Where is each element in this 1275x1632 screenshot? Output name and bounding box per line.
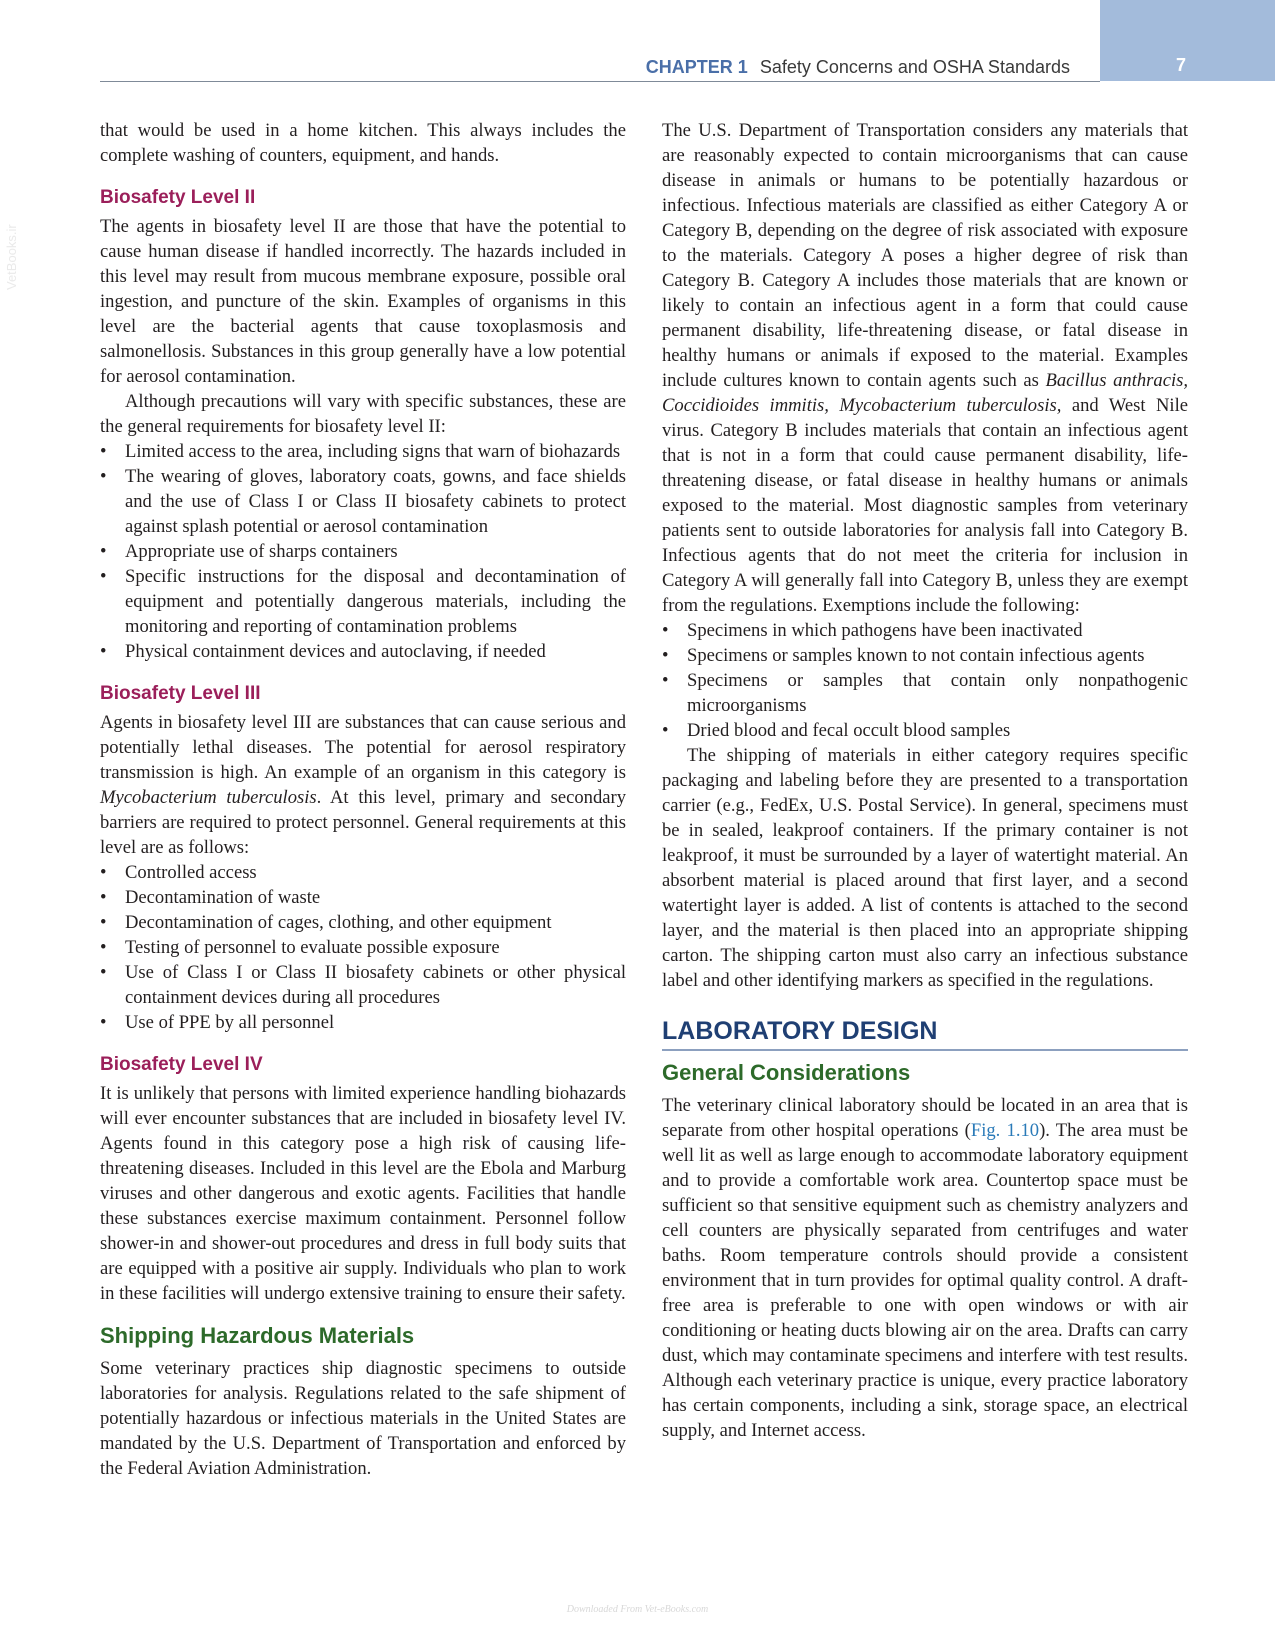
- bsl3-text-b: . At this level, primary and secondary barriers are required to protect personnel. General requirements at this level are as follows:: [100, 787, 626, 858]
- page-number-tab: [1100, 0, 1275, 81]
- right-column: [662, 118, 1188, 1443]
- bsl3-text-a: Agents in biosafety level III are substances that can cause serious and potentially lethal diseases. The potential for aerosol respiratory transmission is high. An example of an organism in this category is: [100, 712, 626, 783]
- list-item: • Appropriate use of sharps containers: [100, 539, 626, 564]
- list-item: • The wearing of gloves, laboratory coats, gowns, and face shields and the use of Class I or Class II biosafety cabinets to protect against splash potential or aerosol contamination: [100, 464, 626, 539]
- chapter-label: CHAPTER 1: [645, 57, 748, 77]
- dot-text-b: and West Nile virus. Category B includes materials that contain an infectious agent that is not in a form that could cause permanent disability, life-threatening disease, or fatal disease in healthy humans or animals exposed to the material. Most diagnostic samples from veterinary patients sent to outside laboratories for analysis fall into Category B. Infectious agents that do not meet the criteria for inclusion in Category A will generally fall into Category B, unless they are exempt from the regulations. Exemptions include the following:: [662, 395, 1188, 616]
- list-item: • Specimens in which pathogens have been inactivated: [662, 618, 1188, 643]
- bsl2-paragraph-1: The agents in biosafety level II are those that have the potential to cause human disease if handled incorrectly. The hazards included in this level may result from mucous membrane exposure, possible oral ingestion, and puncture of the skin. Examples of organisms in this level are the bacterial agents that cause toxoplasmosis and salmonellosis. Substances in this group generally have a low potential for aerosol contamination.: [100, 216, 626, 387]
- list-item: • Physical containment devices and autoclaving, if needed: [100, 639, 626, 664]
- list-item: • Dried blood and fecal occult blood samples: [662, 718, 1188, 743]
- organism-names: Bacillus anthracis, Coccidioides immitis, Mycobacterium tuberculosis,: [662, 370, 1188, 416]
- laboratory-design-heading: LABORATORY DESIGN: [662, 1015, 1188, 1051]
- list-item: • Decontamination of cages, clothing, and other equipment: [100, 910, 626, 935]
- exemptions-list: [662, 618, 1188, 743]
- dot-text-a: The U.S. Department of Transportation considers any materials that are reasonably expected to contain microorganisms that can cause disease in animals or humans to be potentially hazardous or infectious. Infectious materials are classified as either Category A or Category B, depending on the degree of risk associated with exposure to the materials. Category A poses a higher degree of risk than Category B. Category A includes those materials that are known or likely to contain an infectious agent in a form that could cause permanent disability, life-threatening disease, or fatal disease in healthy humans or animals if exposed to the material. Examples include cultures known to contain agents such as: [662, 120, 1188, 391]
- list-item: • Specimens or samples known to not contain infectious agents: [662, 643, 1188, 668]
- lab-text-a: The veterinary clinical laboratory should be located in an area that is separate from other hospital operations (: [662, 1095, 1188, 1141]
- list-item: • Use of Class I or Class II biosafety cabinets or other physical containment devices during all procedures: [100, 960, 626, 1010]
- left-column: [100, 118, 626, 1481]
- intro-paragraph: that would be used in a home kitchen. This always includes the complete washing of counters, equipment, and hands.: [100, 120, 626, 166]
- header-rule: [100, 81, 1100, 82]
- organism-name: Mycobacterium tuberculosis: [100, 787, 317, 808]
- lab-design-paragraph: [662, 1093, 1188, 1443]
- packaging-paragraph: The shipping of materials in either category requires specific packaging and labeling before they are presented to a transportation carrier (e.g., FedEx, U.S. Postal Service). In general, specimens must be in sealed, leakproof containers. If the primary container is not leakproof, it must be surrounded by a layer of watertight material. An absorbent material is placed around that first layer, and a second watertight layer is added. A list of contents is attached to the second layer, and the material is then placed into an appropriate shipping carton. The shipping carton must also carry an infectious substance label and other identifying markers as specified in the regulations.: [662, 745, 1188, 991]
- lab-text-b: ). The area must be well lit as well as large enough to accommodate laboratory equipment and to provide a comfortable work area. Countertop space must be sufficient so that sensitive equipment such as chemistry analyzers and cell counters are physically separated from centrifuges and water baths. Room temperature controls should provide a consistent environment that in turn provides for optimal quality control. A draft-free area is preferable to one with open windows or with air conditioning or heating ducts blowing air on the area. Drafts can carry dust, which may contaminate specimens and interfere with test results. Although each veterinary practice is unique, every practice laboratory has certain components, including a sink, storage space, an electrical supply, and Internet access.: [662, 1120, 1189, 1441]
- general-considerations-heading: General Considerations: [662, 1060, 911, 1085]
- shipping-paragraph: Some veterinary practices ship diagnostic specimens to outside laboratories for analysis. Regulations related to the safe shipment of potentially hazardous or infectious materials in the United States are mandated by the U.S. Department of Transportation and enforced by the Federal Aviation Administration.: [100, 1358, 626, 1479]
- list-item: • Specimens or samples that contain only nonpathogenic microorganisms: [662, 668, 1188, 718]
- page-number: 7: [1176, 55, 1187, 75]
- chapter-title: Safety Concerns and OSHA Standards: [759, 57, 1070, 77]
- bsl3-paragraph: [100, 710, 626, 860]
- bsl2-requirements-list: [100, 439, 626, 664]
- list-item: • Limited access to the area, including signs that warn of biohazards: [100, 439, 626, 464]
- list-item: • Use of PPE by all personnel: [100, 1010, 626, 1035]
- list-item: • Specific instructions for the disposal and decontamination of equipment and potentially dangerous materials, including the monitoring and reporting of contamination problems: [100, 564, 626, 639]
- bsl3-heading: Biosafety Level III: [100, 683, 261, 704]
- bsl3-requirements-list: [100, 860, 626, 1035]
- bsl2-heading: Biosafety Level II: [100, 187, 256, 208]
- shipping-heading: Shipping Hazardous Materials: [100, 1323, 415, 1348]
- bsl2-paragraph-2: Although precautions will vary with specific substances, these are the general requirements for biosafety level II:: [100, 391, 626, 437]
- list-item: • Testing of personnel to evaluate possible exposure: [100, 935, 626, 960]
- list-item: • Decontamination of waste: [100, 885, 626, 910]
- list-item: • Controlled access: [100, 860, 626, 885]
- figure-reference-link[interactable]: Fig. 1.10: [970, 1120, 1040, 1141]
- download-footer: Downloaded From Vet-eBooks.com: [566, 1604, 709, 1615]
- side-watermark: VetBooks.ir: [4, 224, 19, 290]
- running-header: [646, 57, 1070, 78]
- dot-paragraph: [662, 118, 1188, 618]
- bsl4-heading: Biosafety Level IV: [100, 1054, 263, 1075]
- bsl4-paragraph: It is unlikely that persons with limited experience handling biohazards will ever encounter substances that are included in biosafety level IV. Agents found in this category pose a high risk of causing life-threatening diseases. Included in this level are the Ebola and Marburg viruses and other dangerous and exotic agents. Facilities that handle these substances exercise maximum containment. Personnel follow shower-in and shower-out procedures and dress in full body suits that are equipped with a positive air supply. Individuals who plan to work in these facilities will undergo extensive training to ensure their safety.: [100, 1083, 626, 1304]
